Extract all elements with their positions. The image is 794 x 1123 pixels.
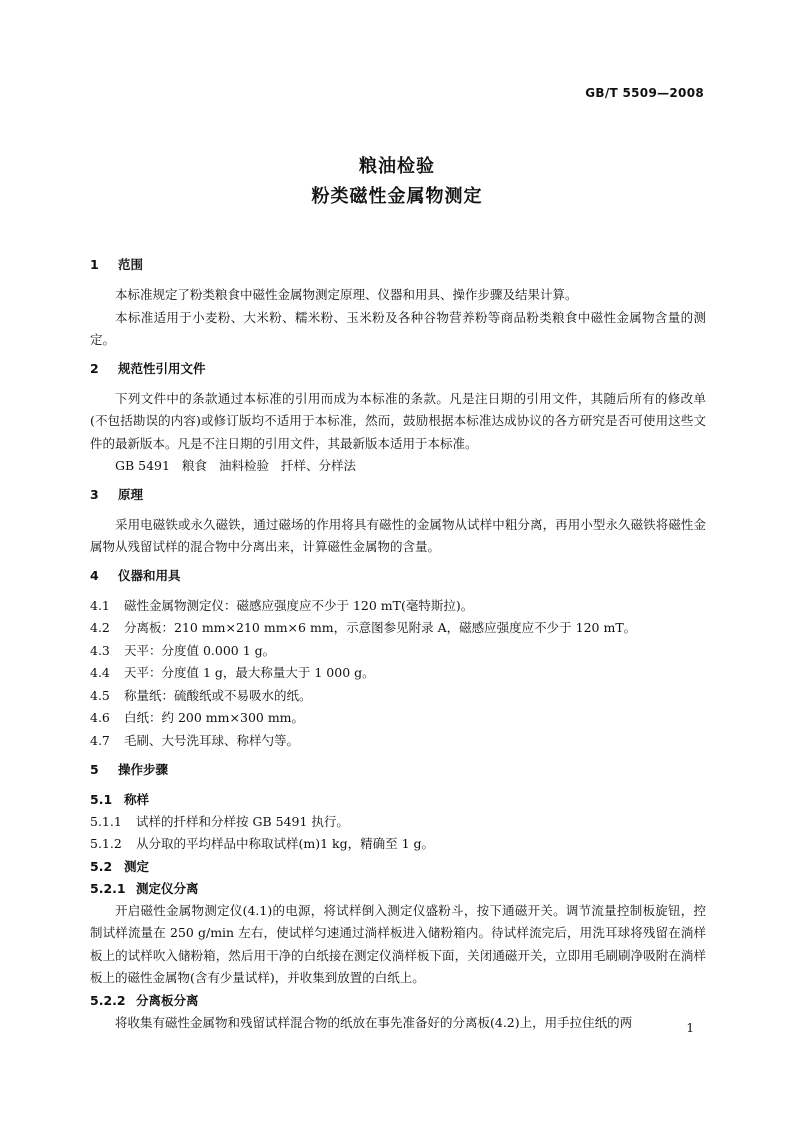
item-number: 4.6 — [90, 710, 110, 726]
item-number: 4.2 — [90, 620, 110, 636]
list-item — [90, 640, 706, 663]
reference-code: GB 5491 — [115, 458, 170, 473]
section-heading-4 — [90, 566, 706, 586]
paragraph: 将收集有磁性金属物和残留试样混合物的纸放在事先准备好的分离板(4.2)上，用手拉住纸的两 — [115, 1014, 633, 1030]
subsection-title: 称样 — [124, 791, 150, 807]
section-number: 4 — [90, 567, 99, 583]
clause-text: 试样的扦样和分样按 GB 5491 执行。 — [136, 813, 349, 829]
section-title: 原理 — [118, 486, 144, 502]
document-title — [0, 152, 794, 212]
section-title: 范围 — [118, 257, 144, 272]
clause-heading-5-2-2 — [90, 990, 706, 1012]
clause-text: 从分取的平均样品中称取试样(m)1 kg，精确至 1 g。 — [136, 836, 435, 852]
section-number: 5 — [90, 761, 99, 777]
clause-number: 5.2.2 — [90, 992, 126, 1008]
list-item — [90, 662, 706, 685]
section-heading-3 — [90, 485, 706, 505]
section-heading-2 — [90, 359, 706, 379]
subsection-heading-5-2 — [90, 856, 706, 878]
item-number: 4.1 — [90, 597, 110, 613]
section-title: 操作步骤 — [118, 761, 169, 777]
title-line-1: 粮油检验 — [359, 156, 435, 177]
clause-number: 5.2.1 — [90, 880, 126, 896]
paragraph: 本标准适用于小麦粉、大米粉、糯米粉、玉米粉及各种谷物营养粉等商品粉类粮食中磁性金属物含量的测定。 — [90, 309, 706, 347]
clause-title: 测定仪分离 — [136, 880, 199, 896]
list-item — [90, 730, 706, 753]
standard-number: GB/T 5509—2008 — [585, 86, 704, 100]
section-number: 2 — [90, 360, 99, 376]
subsection-number: 5.2 — [90, 858, 113, 874]
item-number: 4.4 — [90, 665, 110, 681]
clause-number: 5.1.1 — [90, 813, 122, 829]
clause-5-1-2 — [90, 833, 706, 856]
list-item — [90, 707, 706, 730]
equipment-list — [90, 595, 706, 753]
item-text: 白纸：约 200 mm×300 mm。 — [124, 710, 305, 726]
item-text: 毛刷、大号洗耳球、称样勺等。 — [124, 733, 300, 749]
paragraph: 开启磁性金属物测定仪(4.1)的电源，将试样倒入测定仪盛粉斗，按下通磁开关。调节流量控制板旋钮，控制试样流量在 250 g/min 左右，使试样匀速通过淌样板进入储粉箱内。待试样流完后，用洗耳球将残留在淌样板上的试样吹入储粉箱，然后用干净的白纸接在测定仪淌样板下面，关闭通磁开关，立即用毛刷刷净吸附在淌样板上的磁性金属物(含有少量试样)，并收集到放置的白纸上。 — [90, 902, 706, 986]
reference-title-part: 粮食 — [181, 458, 207, 473]
item-number: 4.7 — [90, 733, 110, 749]
item-text: 天平：分度值 1 g，最大称量大于 1 000 g。 — [124, 665, 375, 681]
section-number: 3 — [90, 486, 99, 502]
section-heading-1 — [90, 255, 706, 275]
clause-title: 分离板分离 — [136, 992, 199, 1008]
list-item — [90, 617, 706, 640]
clause-5-1-1 — [90, 811, 706, 834]
item-text: 天平：分度值 0.000 1 g。 — [124, 642, 276, 658]
page-number: 1 — [686, 1021, 694, 1035]
section-title: 仪器和用具 — [118, 567, 181, 583]
paragraph: 本标准规定了粉类粮食中磁性金属物测定原理、仪器和用具、操作步骤及结果计算。 — [115, 287, 578, 302]
reference-title-part: 扦样、分样法 — [281, 458, 357, 473]
clause-heading-5-2-1 — [90, 878, 706, 900]
section-heading-5 — [90, 760, 706, 780]
title-line-2: 粉类磁性金属物测定 — [311, 186, 483, 207]
section-title: 规范性引用文件 — [118, 360, 206, 376]
list-item — [90, 595, 706, 618]
item-number: 4.5 — [90, 687, 110, 703]
normative-reference — [90, 455, 706, 478]
clause-number: 5.1.2 — [90, 836, 122, 852]
item-text: 称量纸：硫酸纸或不易吸水的纸。 — [124, 687, 312, 703]
item-text: 分离板：210 mm×210 mm×6 mm，示意图参见附录 A，磁感应强度应不少于 120 mT。 — [124, 620, 637, 636]
item-text: 磁性金属物测定仪：磁感应强度应不少于 120 mT(毫特斯拉)。 — [124, 597, 474, 613]
section-number: 1 — [90, 257, 99, 272]
list-item — [90, 685, 706, 708]
subsection-heading-5-1 — [90, 789, 706, 811]
paragraph: 采用电磁铁或永久磁铁，通过磁场的作用将具有磁性的金属物从试样中粗分离，再用小型永久磁铁将磁性金属物从残留试样的混合物中分离出来，计算磁性金属物的含量。 — [90, 516, 706, 554]
item-number: 4.3 — [90, 642, 110, 658]
subsection-number: 5.1 — [90, 791, 113, 807]
document-body — [90, 248, 706, 1034]
paragraph: 下列文件中的条款通过本标准的引用而成为本标准的条款。凡是注日期的引用文件，其随后所有的修改单(不包括勘误的内容)或修订版均不适用于本标准，然而，鼓励根据本标准达成协议的各方研究是否可使用这些文件的最新版本。凡是不注日期的引用文件，其最新版本适用于本标准。 — [90, 390, 706, 451]
subsection-title: 测定 — [124, 858, 150, 874]
reference-title-part: 油料检验 — [218, 458, 269, 473]
